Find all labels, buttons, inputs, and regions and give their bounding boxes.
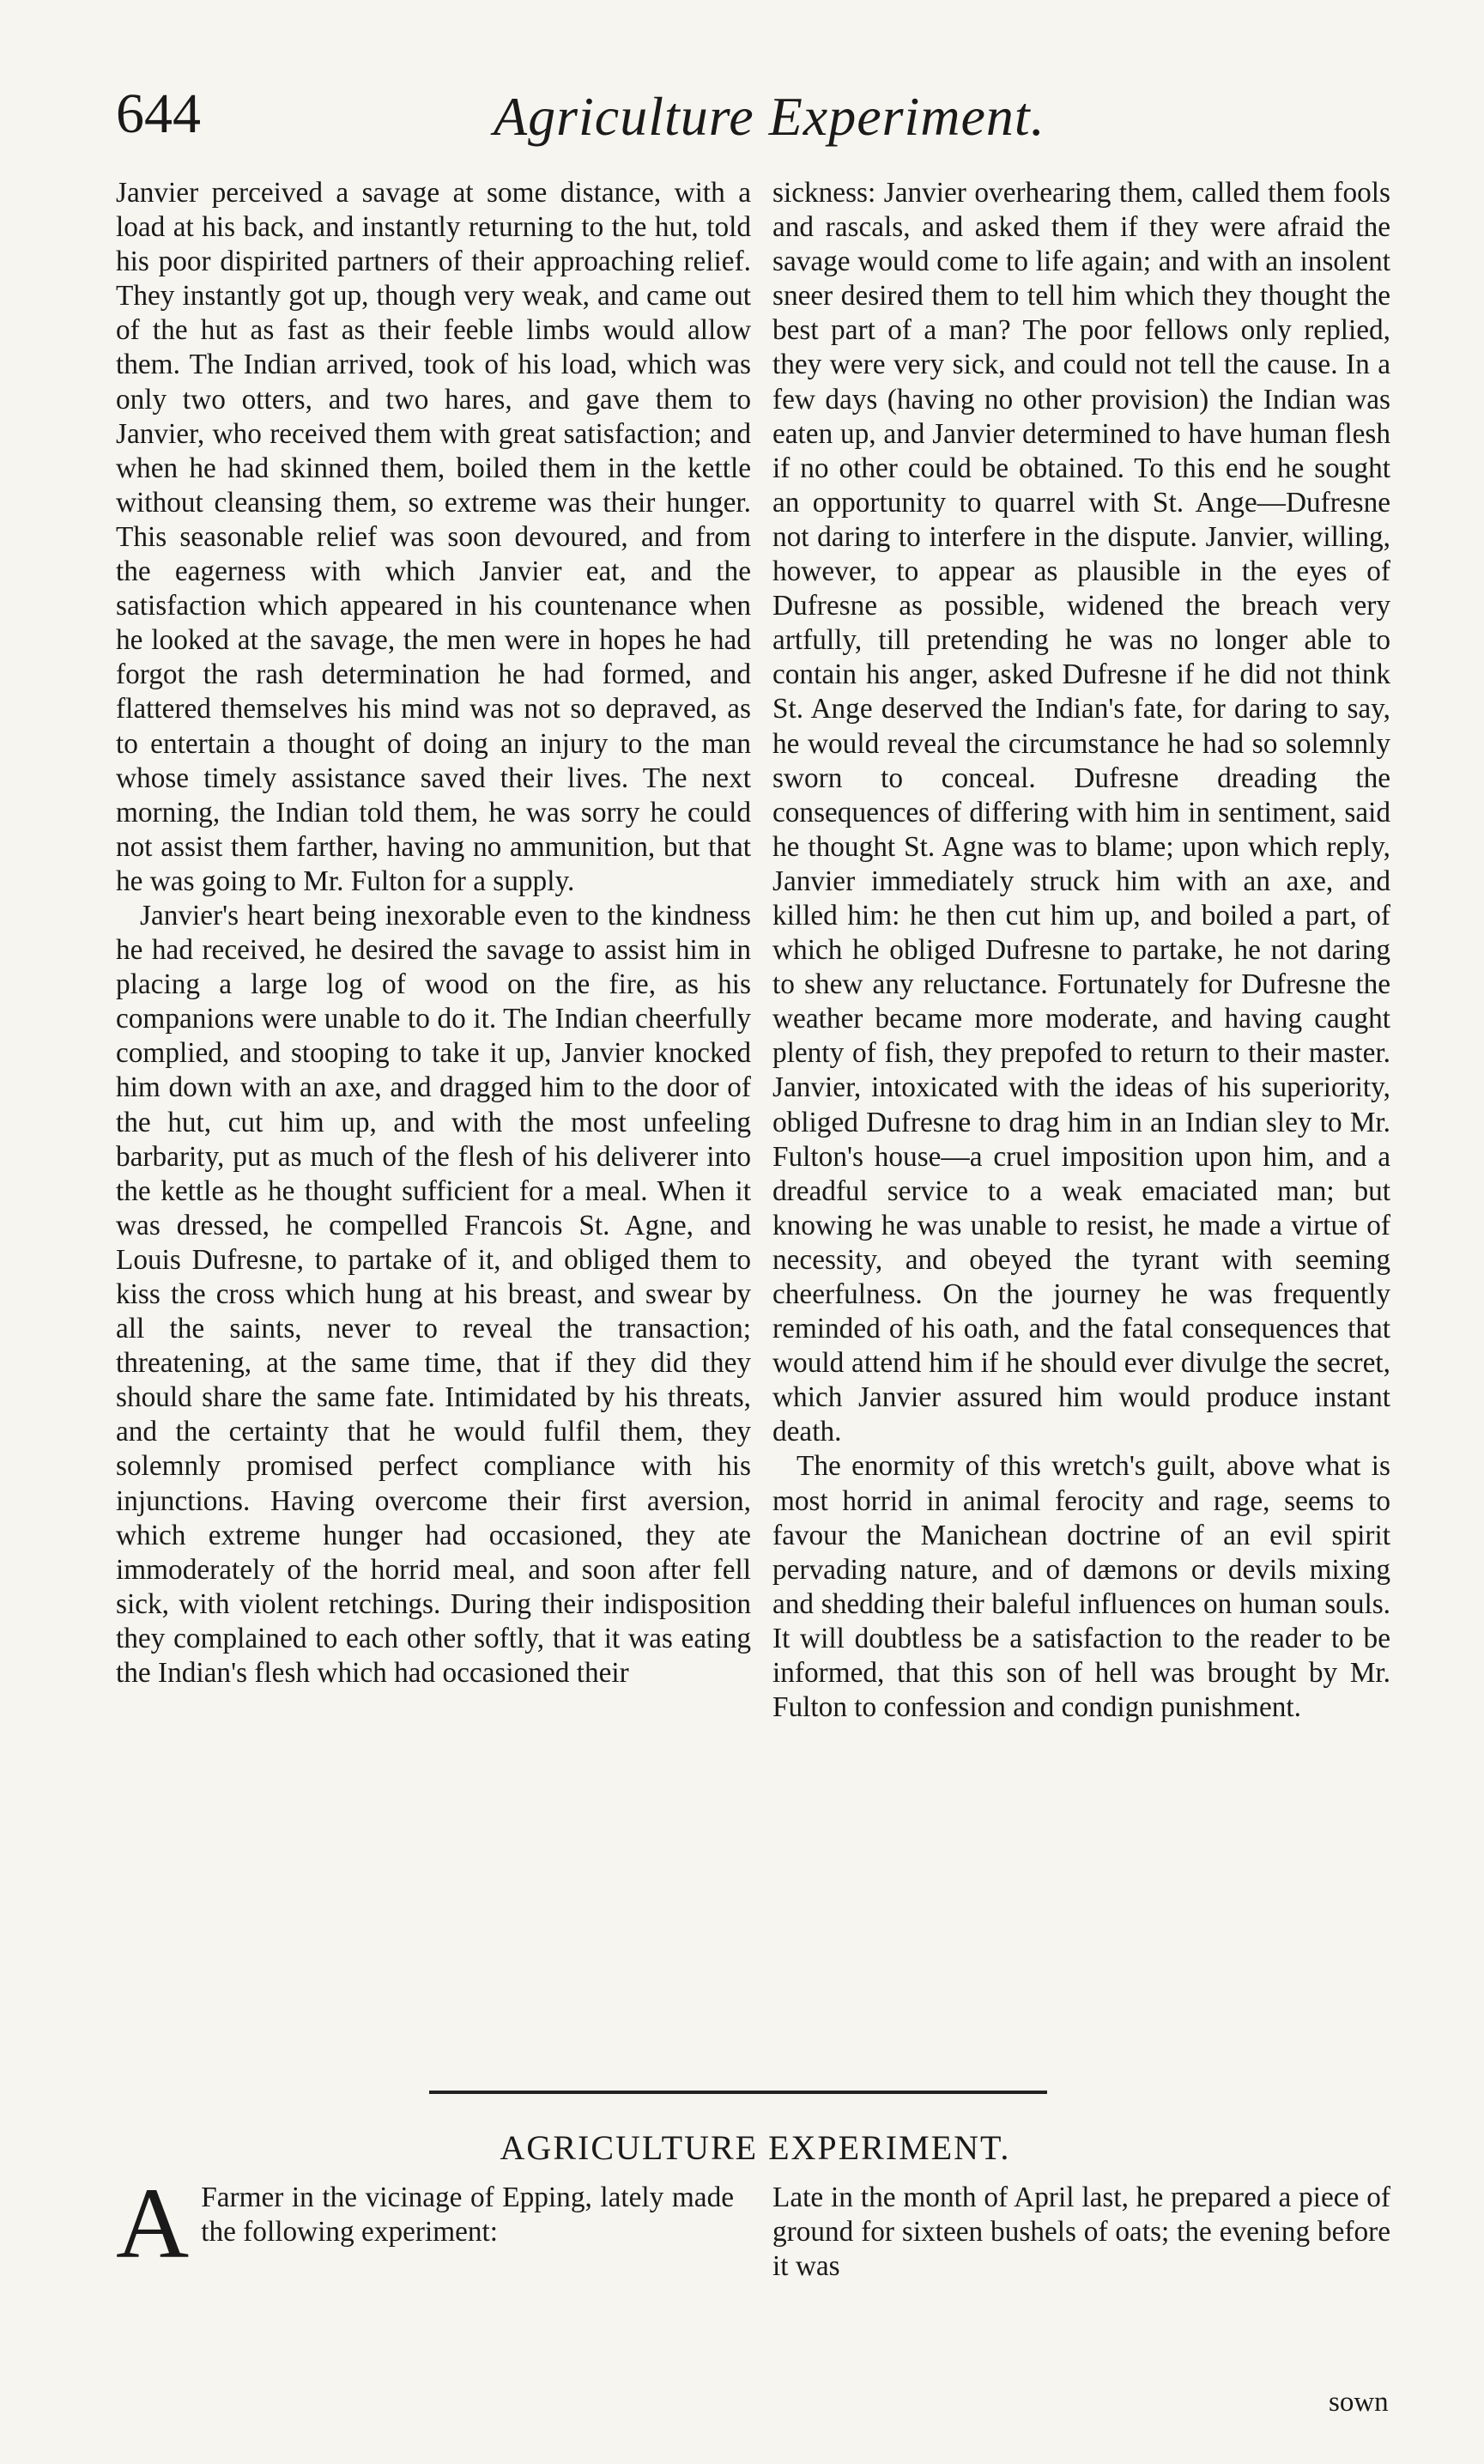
left-column xyxy=(116,176,751,1690)
left-paragraph-2: Janvier's heart being inexorable even to the kindness he had received, he desired the savage to assist him in placing a large log of wood on the fire, as his companions were unable to do it. The Indian cheerfully complied, and stooping to take it up, Janvier knocked him down with an axe, and dragged him to the door of the hut, cut him up, and with the most unfeeling barbarity, put as much of the flesh of his deliverer into the kettle as he thought sufficient for a meal. When it was dressed, he compelled Francois St. Agne, and Louis Dufresne, to partake of it, and obliged them to kiss the cross which hung at his breast, and swear by all the saints, never to reveal the transaction; threatening, at the same time, that if they did they should share the same fate. Intimidated by his threats, and the certainty that he would fulfil them, they solemnly promised perfect compliance with his injunctions. Having overcome their first aversion, which extreme hunger had occasioned, they ate immoderately of the horrid meal, and soon after fell sick, with violent retchings. During their indisposition they complained to each other softly, that it was eating the Indian's flesh which had occasioned their xyxy=(116,899,751,1690)
catchword: sown xyxy=(1329,2387,1389,2418)
section-left-paragraph: Farmer in the vicinage of Epping, lately made the following experiment: xyxy=(201,2182,734,2248)
section-divider-rule xyxy=(429,2091,1047,2094)
section-left-text xyxy=(116,2167,734,2279)
drop-cap: A xyxy=(116,2167,190,2279)
section-heading: AGRICULTURE EXPERIMENT. xyxy=(500,2128,1011,2167)
section-right-text xyxy=(772,2181,1390,2284)
right-column xyxy=(772,176,1390,1725)
section-right-paragraph: Late in the month of April last, he prepared a piece of ground for sixteen bushels of oats; the evening before it was xyxy=(772,2182,1390,2282)
running-title: Agriculture Experiment. xyxy=(494,86,1045,147)
left-paragraph-1: Janvier perceived a savage at some distance, with a load at his back, and instantly returning to the hut, told his poor dispirited partners of their approaching relief. They instantly got up, though very weak, and came out of the hut as fast as their feeble limbs would allow them. The Indian arrived, took of his load, which was only two otters, and two hares, and gave them to Janvier, who received them with great satisfaction; and when he had skinned them, boiled them in the kettle without cleansing them, so extreme was their hunger. This seasonable relief was soon devoured, and from the eagerness with which Janvier eat, and the satisfaction which appeared in his countenance when he looked at the savage, the men were in hopes he had forgot the rash determination he had formed, and flattered themselves his mind was not so depraved, as to entertain a thought of doing an injury to the man whose timely assistance saved their lives. The next morning, the Indian told them, he was sorry he could not assist them farther, having no ammunition, but that he was going to Mr. Fulton for a supply. xyxy=(116,177,751,897)
running-head xyxy=(116,82,1386,176)
page-number: 644 xyxy=(116,82,201,145)
right-paragraph-1: sickness: Janvier overhearing them, called them fools and rascals, and asked them if they were afraid the savage would come to life again; and with an insolent sneer desired them to tell him which they thought the best part of a man? The poor fellows only replied, they were very sick, and could not tell the cause. In a few days (having no other provision) the Indian was eaten up, and Janvier determined to have human flesh if no other could be obtained. To this end he sought an opportunity to quarrel with St. Ange—Dufresne not daring to interfere in the dispute. Janvier, willing, however, to appear as plausible in the eyes of Dufresne as possible, widened the breach very artfully, till pretending he was no longer able to contain his anger, asked Dufresne if he did not think St. Ange deserved the Indian's fate, for daring to say, he would reveal the circumstance he had so solemnly sworn to conceal. Dufresne dreading the consequences of differing with him in sentiment, said he thought St. Agne was to blame; upon which reply, Janvier immediately struck him with an axe, and killed him: he then cut him up, and boiled a part, of which he obliged Dufresne to partake, he not daring to shew any reluctance. Fortunately for Dufresne the weather became more moderate, and having caught plenty of fish, they prepofed to return to their master. Janvier, intoxicated with the ideas of his superiority, obliged Dufresne to drag him in an Indian sley to Mr. Fulton's house—a cruel imposition upon him, and a dreadful service to a weak emaciated man; but knowing he was unable to resist, he made a virtue of necessity, and obeyed the tyrant with seeming cheerfulness. On the journey he was frequently reminded of his oath, and the fatal consequences that would attend him if he should ever divulge the secret, which Janvier assured him would produce instant death. xyxy=(772,177,1390,1448)
right-paragraph-2: The enormity of this wretch's guilt, above what is most horrid in animal ferocity and rage, seems to favour the Manichean doctrine of an evil spirit pervading nature, and of dæmons or devils mixing and shedding their baleful influences on human souls. It will doubtless be a satisfaction to the reader to be informed, that this son of hell was brought by Mr. Fulton to confession and condign punishment. xyxy=(772,1450,1390,1724)
